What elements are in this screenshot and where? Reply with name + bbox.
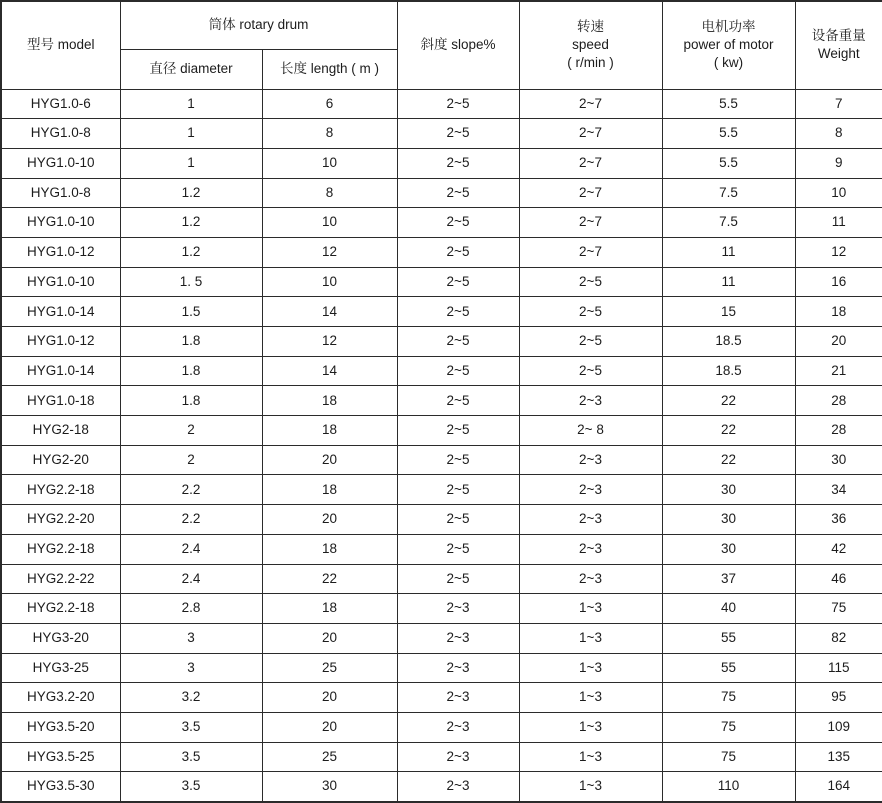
cell-speed: 1~3	[519, 594, 662, 624]
cell-length: 14	[262, 356, 397, 386]
cell-speed: 1~3	[519, 772, 662, 802]
cell-length: 20	[262, 712, 397, 742]
cell-length: 18	[262, 534, 397, 564]
cell-weight: 28	[795, 386, 882, 416]
cell-power: 11	[662, 237, 795, 267]
cell-weight: 42	[795, 534, 882, 564]
col-header-weight-line-en: Weight	[796, 45, 882, 63]
cell-speed: 2~5	[519, 356, 662, 386]
table-body	[1, 89, 882, 802]
table-row	[1, 534, 882, 564]
cell-diameter: 1.8	[120, 327, 262, 357]
cell-power: 15	[662, 297, 795, 327]
cell-speed: 2~3	[519, 445, 662, 475]
cell-speed: 2~7	[519, 237, 662, 267]
table-row	[1, 623, 882, 653]
table-row	[1, 148, 882, 178]
cell-power: 55	[662, 653, 795, 683]
cell-speed: 2~ 8	[519, 416, 662, 446]
cell-speed: 2~7	[519, 89, 662, 119]
cell-slope: 2~3	[397, 594, 519, 624]
table-row	[1, 89, 882, 119]
cell-weight: 12	[795, 237, 882, 267]
cell-diameter: 3.5	[120, 772, 262, 802]
cell-model: HYG3-20	[1, 623, 120, 653]
cell-length: 20	[262, 445, 397, 475]
cell-model: HYG1.0-14	[1, 297, 120, 327]
cell-power: 22	[662, 386, 795, 416]
cell-power: 37	[662, 564, 795, 594]
cell-diameter: 2.2	[120, 505, 262, 535]
cell-slope: 2~5	[397, 148, 519, 178]
cell-diameter: 1.8	[120, 386, 262, 416]
table-row	[1, 653, 882, 683]
table-row	[1, 119, 882, 149]
cell-weight: 10	[795, 178, 882, 208]
cell-speed: 1~3	[519, 653, 662, 683]
cell-weight: 20	[795, 327, 882, 357]
cell-model: HYG1.0-10	[1, 267, 120, 297]
cell-model: HYG3.2-20	[1, 683, 120, 713]
cell-speed: 2~5	[519, 327, 662, 357]
col-header-drum-group: 筒体 rotary drum	[120, 1, 397, 49]
cell-length: 8	[262, 119, 397, 149]
cell-diameter: 1. 5	[120, 267, 262, 297]
cell-length: 18	[262, 386, 397, 416]
cell-weight: 135	[795, 742, 882, 772]
cell-power: 22	[662, 416, 795, 446]
cell-length: 12	[262, 327, 397, 357]
cell-length: 6	[262, 89, 397, 119]
cell-power: 5.5	[662, 119, 795, 149]
cell-length: 10	[262, 148, 397, 178]
cell-slope: 2~5	[397, 356, 519, 386]
cell-length: 10	[262, 208, 397, 238]
table-row	[1, 297, 882, 327]
cell-weight: 82	[795, 623, 882, 653]
cell-speed: 2~3	[519, 386, 662, 416]
cell-slope: 2~5	[397, 119, 519, 149]
cell-model: HYG1.0-8	[1, 119, 120, 149]
cell-slope: 2~5	[397, 475, 519, 505]
table-row	[1, 475, 882, 505]
cell-model: HYG1.0-6	[1, 89, 120, 119]
col-header-speed-line-en: speed	[520, 36, 662, 54]
cell-slope: 2~3	[397, 683, 519, 713]
cell-diameter: 2.8	[120, 594, 262, 624]
table-row	[1, 594, 882, 624]
cell-model: HYG1.0-10	[1, 148, 120, 178]
col-header-length: 长度 length ( m )	[262, 49, 397, 89]
cell-length: 22	[262, 564, 397, 594]
cell-diameter: 1	[120, 89, 262, 119]
cell-model: HYG1.0-10	[1, 208, 120, 238]
col-header-weight-line-cn: 设备重量	[796, 27, 882, 45]
cell-weight: 8	[795, 119, 882, 149]
cell-model: HYG3.5-20	[1, 712, 120, 742]
cell-length: 20	[262, 623, 397, 653]
cell-length: 14	[262, 297, 397, 327]
cell-power: 75	[662, 683, 795, 713]
col-header-power-line-cn: 电机功率	[663, 18, 795, 36]
table-row	[1, 505, 882, 535]
cell-power: 11	[662, 267, 795, 297]
cell-speed: 2~7	[519, 178, 662, 208]
table-row	[1, 445, 882, 475]
cell-speed: 2~3	[519, 564, 662, 594]
cell-diameter: 1.2	[120, 208, 262, 238]
table-row	[1, 386, 882, 416]
cell-model: HYG2.2-20	[1, 505, 120, 535]
cell-length: 18	[262, 594, 397, 624]
cell-slope: 2~5	[397, 267, 519, 297]
cell-power: 40	[662, 594, 795, 624]
table-row	[1, 564, 882, 594]
cell-model: HYG2.2-18	[1, 534, 120, 564]
col-header-speed-line-unit: ( r/min )	[520, 54, 662, 72]
cell-slope: 2~3	[397, 653, 519, 683]
cell-diameter: 2.4	[120, 534, 262, 564]
cell-diameter: 1.2	[120, 178, 262, 208]
cell-weight: 18	[795, 297, 882, 327]
col-header-power	[662, 1, 795, 89]
cell-slope: 2~5	[397, 327, 519, 357]
cell-speed: 1~3	[519, 712, 662, 742]
cell-slope: 2~5	[397, 564, 519, 594]
cell-weight: 36	[795, 505, 882, 535]
cell-length: 18	[262, 475, 397, 505]
table-row	[1, 683, 882, 713]
cell-speed: 2~5	[519, 267, 662, 297]
cell-weight: 28	[795, 416, 882, 446]
cell-slope: 2~5	[397, 89, 519, 119]
cell-model: HYG2-18	[1, 416, 120, 446]
col-header-power-line-en: power of motor	[663, 36, 795, 54]
cell-slope: 2~5	[397, 534, 519, 564]
cell-length: 10	[262, 267, 397, 297]
cell-speed: 2~7	[519, 148, 662, 178]
cell-weight: 46	[795, 564, 882, 594]
cell-slope: 2~5	[397, 386, 519, 416]
cell-diameter: 1.8	[120, 356, 262, 386]
cell-weight: 9	[795, 148, 882, 178]
cell-power: 55	[662, 623, 795, 653]
cell-power: 30	[662, 534, 795, 564]
cell-diameter: 1	[120, 148, 262, 178]
cell-length: 12	[262, 237, 397, 267]
cell-power: 30	[662, 475, 795, 505]
header-row-top	[1, 1, 882, 49]
cell-power: 7.5	[662, 208, 795, 238]
cell-model: HYG1.0-12	[1, 327, 120, 357]
cell-weight: 75	[795, 594, 882, 624]
cell-slope: 2~5	[397, 297, 519, 327]
cell-slope: 2~5	[397, 237, 519, 267]
col-header-speed-line-cn: 转速	[520, 18, 662, 36]
cell-speed: 2~3	[519, 475, 662, 505]
cell-slope: 2~5	[397, 445, 519, 475]
cell-slope: 2~3	[397, 712, 519, 742]
cell-diameter: 3	[120, 623, 262, 653]
cell-diameter: 1.5	[120, 297, 262, 327]
cell-power: 110	[662, 772, 795, 802]
cell-speed: 2~3	[519, 534, 662, 564]
cell-length: 18	[262, 416, 397, 446]
cell-power: 75	[662, 742, 795, 772]
cell-weight: 11	[795, 208, 882, 238]
table-header	[1, 1, 882, 89]
cell-weight: 95	[795, 683, 882, 713]
cell-speed: 1~3	[519, 683, 662, 713]
cell-diameter: 2	[120, 445, 262, 475]
cell-diameter: 3.5	[120, 712, 262, 742]
cell-model: HYG2-20	[1, 445, 120, 475]
cell-slope: 2~5	[397, 178, 519, 208]
cell-length: 8	[262, 178, 397, 208]
cell-diameter: 2	[120, 416, 262, 446]
table-row	[1, 267, 882, 297]
cell-weight: 21	[795, 356, 882, 386]
cell-length: 20	[262, 505, 397, 535]
col-header-speed	[519, 1, 662, 89]
cell-slope: 2~5	[397, 505, 519, 535]
cell-power: 5.5	[662, 148, 795, 178]
cell-diameter: 1	[120, 119, 262, 149]
cell-diameter: 2.4	[120, 564, 262, 594]
cell-model: HYG1.0-8	[1, 178, 120, 208]
cell-speed: 2~7	[519, 119, 662, 149]
cell-slope: 2~5	[397, 416, 519, 446]
cell-weight: 7	[795, 89, 882, 119]
cell-model: HYG2.2-22	[1, 564, 120, 594]
col-header-diameter: 直径 diameter	[120, 49, 262, 89]
table-row	[1, 416, 882, 446]
cell-slope: 2~3	[397, 742, 519, 772]
col-header-weight	[795, 1, 882, 89]
cell-weight: 164	[795, 772, 882, 802]
cell-length: 20	[262, 683, 397, 713]
cell-model: HYG1.0-18	[1, 386, 120, 416]
cell-power: 5.5	[662, 89, 795, 119]
cell-slope: 2~3	[397, 623, 519, 653]
cell-model: HYG1.0-12	[1, 237, 120, 267]
cell-weight: 109	[795, 712, 882, 742]
cell-diameter: 3.5	[120, 742, 262, 772]
cell-power: 22	[662, 445, 795, 475]
table-row	[1, 327, 882, 357]
table-row	[1, 742, 882, 772]
cell-speed: 2~7	[519, 208, 662, 238]
cell-model: HYG3.5-30	[1, 772, 120, 802]
cell-slope: 2~3	[397, 772, 519, 802]
cell-diameter: 2.2	[120, 475, 262, 505]
cell-power: 18.5	[662, 356, 795, 386]
cell-power: 18.5	[662, 327, 795, 357]
cell-speed: 1~3	[519, 623, 662, 653]
table-row	[1, 772, 882, 802]
table-row	[1, 712, 882, 742]
cell-power: 7.5	[662, 178, 795, 208]
table-row	[1, 208, 882, 238]
table-row	[1, 178, 882, 208]
cell-speed: 2~3	[519, 505, 662, 535]
cell-power: 75	[662, 712, 795, 742]
cell-weight: 30	[795, 445, 882, 475]
cell-model: HYG2.2-18	[1, 475, 120, 505]
col-header-slope: 斜度 slope%	[397, 1, 519, 89]
cell-length: 30	[262, 772, 397, 802]
cell-weight: 115	[795, 653, 882, 683]
cell-speed: 2~5	[519, 297, 662, 327]
cell-diameter: 3	[120, 653, 262, 683]
col-header-power-line-unit: ( kw)	[663, 54, 795, 72]
cell-diameter: 3.2	[120, 683, 262, 713]
cell-length: 25	[262, 742, 397, 772]
cell-weight: 16	[795, 267, 882, 297]
cell-model: HYG1.0-14	[1, 356, 120, 386]
table-row	[1, 356, 882, 386]
cell-diameter: 1.2	[120, 237, 262, 267]
cell-model: HYG3-25	[1, 653, 120, 683]
cell-speed: 1~3	[519, 742, 662, 772]
cell-power: 30	[662, 505, 795, 535]
table-row	[1, 237, 882, 267]
col-header-model: 型号 model	[1, 1, 120, 89]
cell-weight: 34	[795, 475, 882, 505]
cell-length: 25	[262, 653, 397, 683]
cell-model: HYG2.2-18	[1, 594, 120, 624]
cell-model: HYG3.5-25	[1, 742, 120, 772]
cell-slope: 2~5	[397, 208, 519, 238]
